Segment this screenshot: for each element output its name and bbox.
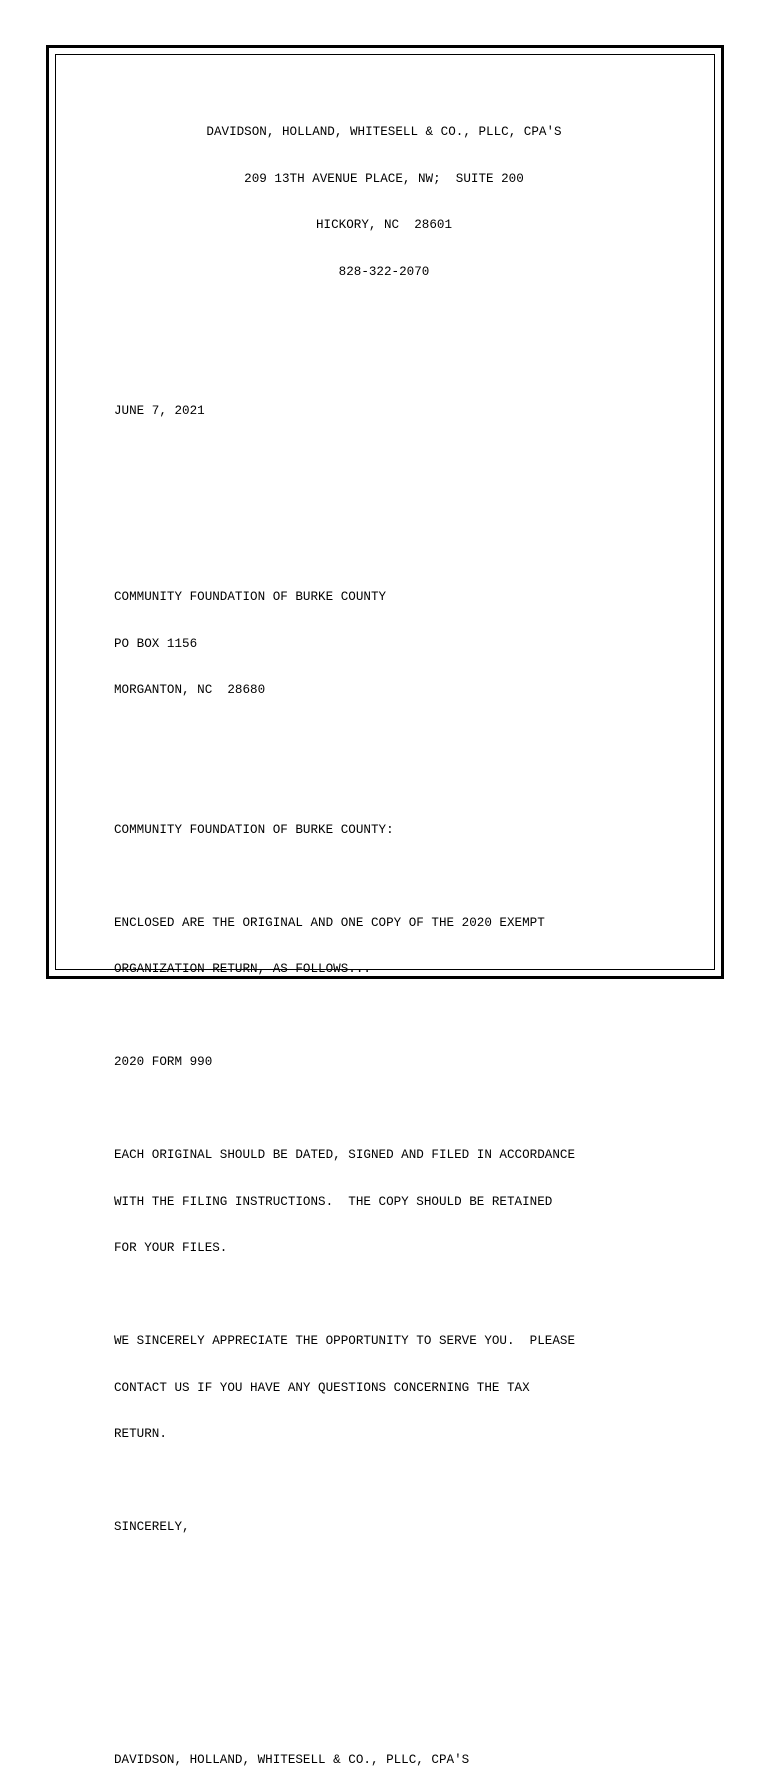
- signature-firm-name: DAVIDSON, HOLLAND, WHITESELL & CO., PLLC, CPA'S: [114, 1752, 470, 1767]
- recipient-name: COMMUNITY FOUNDATION OF BURKE COUNTY: [114, 590, 387, 604]
- closing: SINCERELY,: [114, 1520, 190, 1534]
- letter-date: JUNE 7, 2021: [114, 404, 205, 418]
- paragraph-2-line-2: WITH THE FILING INSTRUCTIONS. THE COPY SHOULD BE RETAINED: [114, 1194, 553, 1209]
- letter-body: [114, 94, 684, 1784]
- paragraph-3-line-1: WE SINCERELY APPRECIATE THE OPPORTUNITY TO SERVE YOU. PLEASE: [114, 1334, 576, 1348]
- firm-name: DAVIDSON, HOLLAND, WHITESELL & CO., PLLC, CPA'S: [206, 125, 562, 139]
- paragraph-1-line-1: ENCLOSED ARE THE ORIGINAL AND ONE COPY OF THE 2020 EXEMPT: [114, 915, 545, 930]
- paragraph-3-line-2: CONTACT US IF YOU HAVE ANY QUESTIONS CONCERNING THE TAX: [114, 1380, 530, 1395]
- paragraph-1-line-2: ORGANIZATION RETURN, AS FOLLOWS...: [114, 962, 371, 976]
- firm-address-line2: HICKORY, NC 28601: [315, 218, 453, 232]
- salutation: COMMUNITY FOUNDATION OF BURKE COUNTY:: [114, 822, 394, 837]
- paragraph-2-line-3: FOR YOUR FILES.: [114, 1241, 228, 1255]
- paragraph-3-line-3: RETURN.: [114, 1427, 167, 1441]
- recipient-city-state-zip: MORGANTON, NC 28680: [114, 683, 266, 697]
- recipient-po-box: PO BOX 1156: [114, 636, 198, 651]
- firm-phone: 828-322-2070: [338, 264, 430, 279]
- firm-address-line1: 209 13TH AVENUE PLACE, NW; SUITE 200: [244, 171, 524, 186]
- paragraph-2-line-1: EACH ORIGINAL SHOULD BE DATED, SIGNED AND FILED IN ACCORDANCE: [114, 1148, 576, 1162]
- form-reference: 2020 FORM 990: [114, 1055, 213, 1069]
